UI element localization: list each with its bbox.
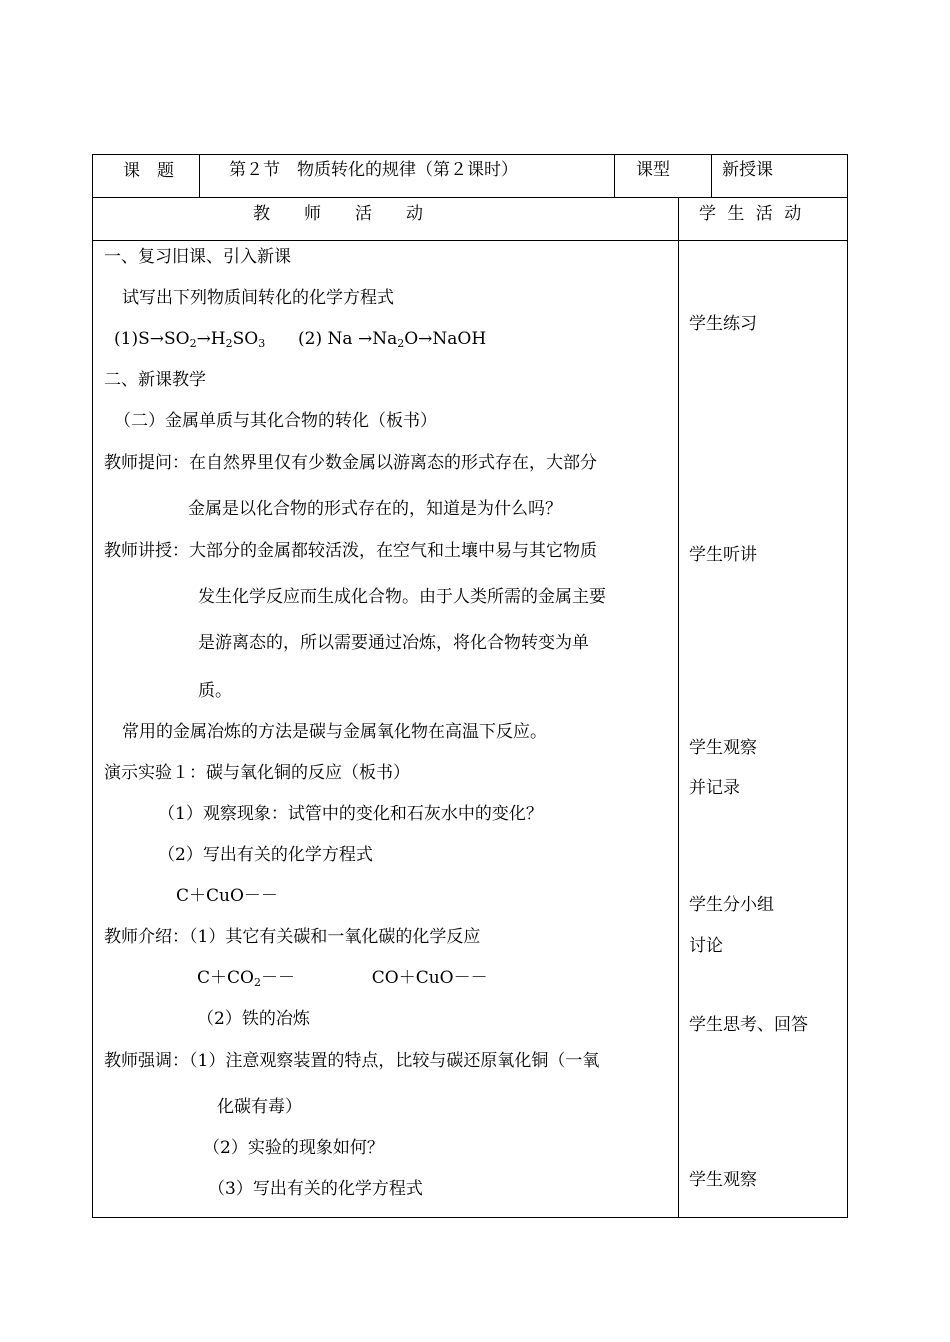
demo-experiment-title: 演示实验１：碳与氧化铜的反应（板书） xyxy=(104,763,410,783)
student-group: 学生分小组 xyxy=(689,895,774,915)
demo-step-1: （1）观察现象：试管中的变化和石灰水中的变化？ xyxy=(158,804,543,824)
subheader-row-border xyxy=(92,240,848,241)
teacher-emphasis-1: 教师强调：（1）注意观察装置的特点，比较与碳还原氧化铜（一氧 xyxy=(104,1051,600,1071)
student-observe-1: 学生观察 xyxy=(689,738,757,758)
student-think-answer: 学生思考、回答 xyxy=(689,1015,808,1035)
table-right-border xyxy=(847,154,848,1218)
student-observe-2: 学生观察 xyxy=(689,1170,757,1190)
section-review: 一、复习旧课、引入新课 xyxy=(104,247,291,267)
table-left-border xyxy=(92,154,93,1218)
topic-label: 课 题 xyxy=(123,161,174,181)
student-activity-heading: 学 生 活 动 xyxy=(699,204,805,224)
equation-c-cuo: C＋CuO－－ xyxy=(176,886,278,906)
type-label-divider xyxy=(711,154,712,198)
lesson-type-value: 新授课 xyxy=(722,160,773,180)
activity-column-divider xyxy=(678,197,679,1218)
table-top-border xyxy=(92,154,848,155)
iron-smelting: （2）铁的冶炼 xyxy=(197,1009,310,1029)
teacher-lecture-4: 质。 xyxy=(198,681,232,701)
subsection-title: （二）金属单质与其化合物的转化（板书） xyxy=(114,411,437,431)
teacher-lecture-3: 是游离态的，所以需要通过冶炼，将化合物转变为单 xyxy=(198,633,589,653)
teacher-emphasis-3: （2）实验的现象如何？ xyxy=(203,1138,384,1158)
table-bottom-border xyxy=(92,1217,848,1218)
lesson-type-label-text: 课型 xyxy=(636,160,670,180)
teacher-emphasis-2: 化碳有毒） xyxy=(217,1097,302,1117)
section-new-lesson: 二、新课教学 xyxy=(104,370,206,390)
topic-title: 第２节 物质转化的规律（第２课时） xyxy=(229,160,518,180)
header-row-border xyxy=(92,197,848,198)
topic-label-divider xyxy=(199,154,200,198)
student-practice: 学生练习 xyxy=(689,314,757,334)
topic-divider xyxy=(614,154,615,198)
smelting-method: 常用的金属冶炼的方法是碳与金属氧化物在高温下反应。 xyxy=(122,722,547,742)
teacher-activity-heading: 教 师 活 动 xyxy=(253,204,423,224)
demo-step-2: （2）写出有关的化学方程式 xyxy=(158,845,373,865)
teacher-question-2: 金属是以化合物的形式存在的，知道是为什么吗？ xyxy=(188,499,562,519)
teacher-lecture-1: 教师讲授：大部分的金属都较活泼，在空气和土壤中易与其它物质 xyxy=(104,541,597,561)
teacher-introduce: 教师介绍：（1）其它有关碳和一氧化碳的化学反应 xyxy=(104,927,481,947)
student-record: 并记录 xyxy=(689,778,740,798)
student-listen: 学生听讲 xyxy=(689,545,757,565)
teacher-lecture-2: 发生化学反应而生成化合物。由于人类所需的金属主要 xyxy=(198,587,606,607)
teacher-emphasis-4: （3）写出有关的化学方程式 xyxy=(208,1179,423,1199)
student-discuss: 讨论 xyxy=(689,936,723,956)
equation-line-2: $C+CO_2-- CO+CuO--$ xyxy=(197,968,488,989)
equation-line-1: $(1)S\to SO_2\to H_2SO_3$ (2) $Na \to Na_2O\to NaOH$ xyxy=(114,329,487,350)
teacher-question-1: 教师提问：在自然界里仅有少数金属以游离态的形式存在，大部分 xyxy=(104,453,597,473)
exercise-prompt: 试写出下列物质间转化的化学方程式 xyxy=(122,288,394,308)
